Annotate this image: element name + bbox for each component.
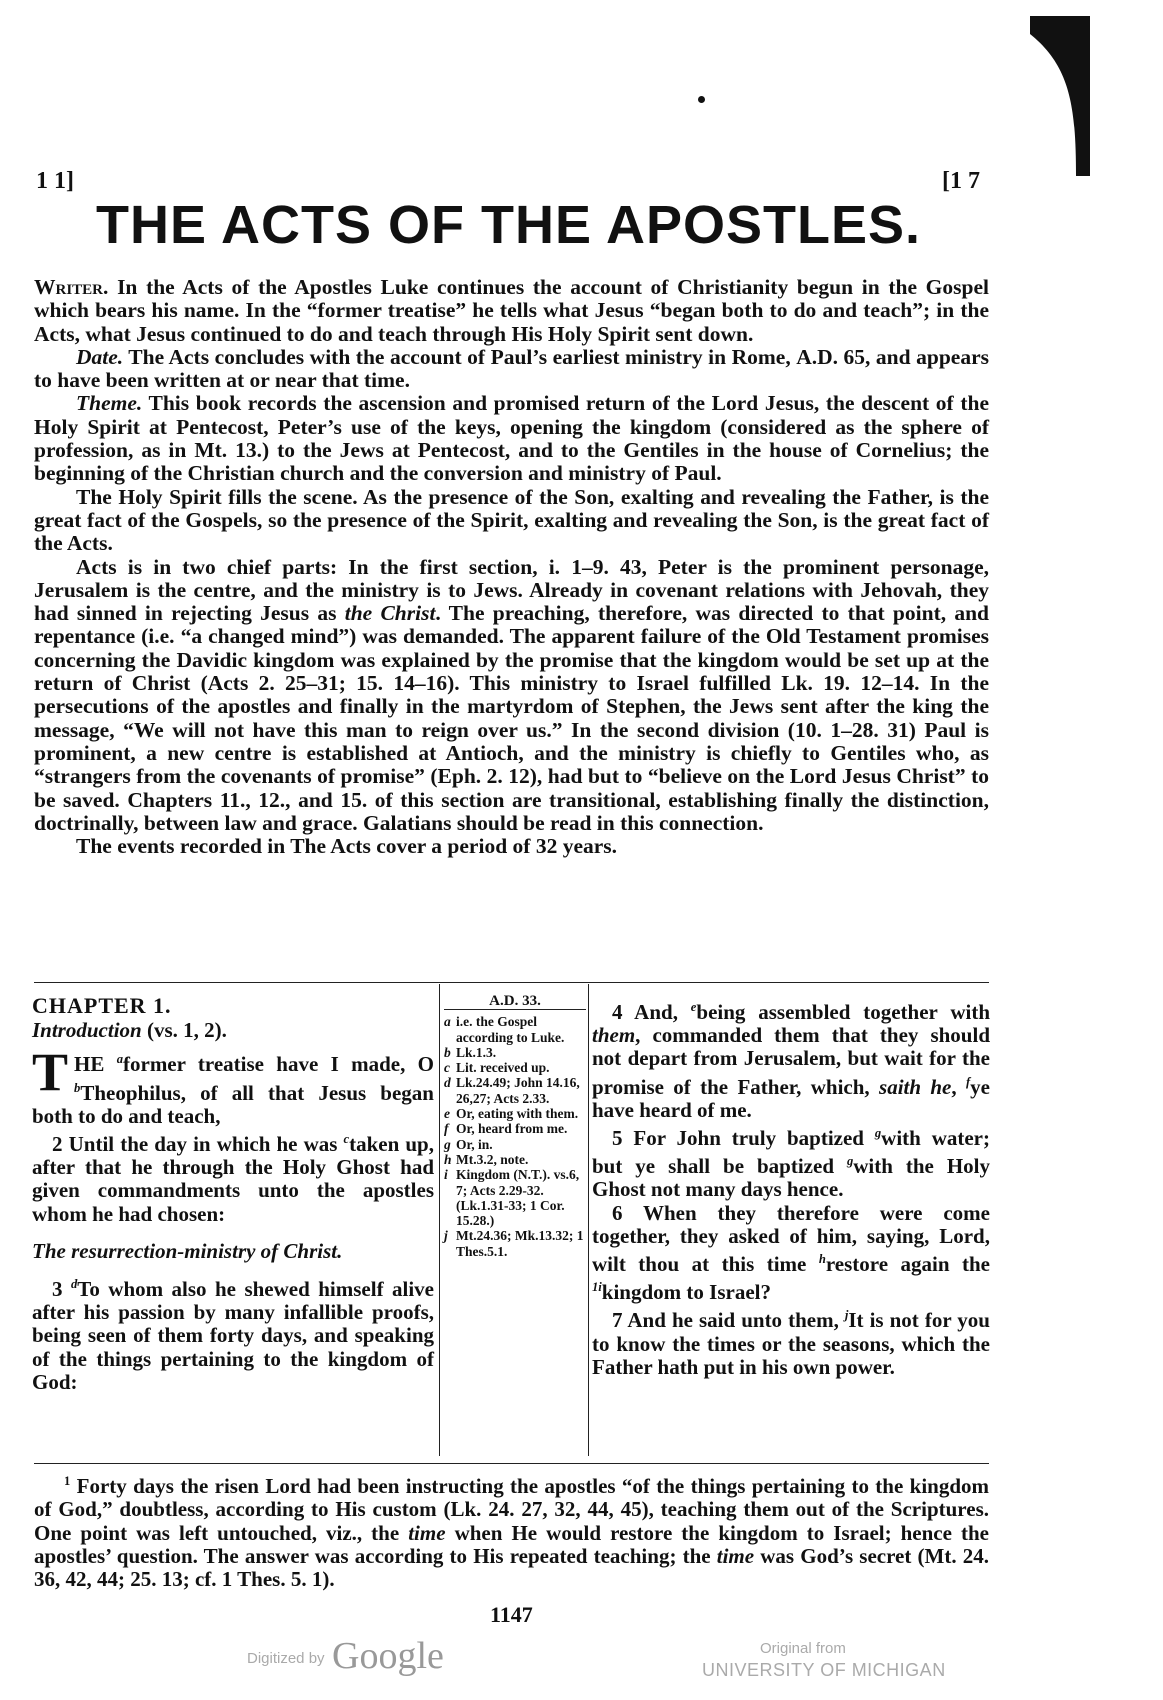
ref-marker-g: g bbox=[874, 1126, 882, 1141]
reference-note bbox=[444, 1014, 586, 1045]
ref-marker-c: c bbox=[343, 1132, 350, 1147]
footnote-paragraph bbox=[34, 1470, 989, 1591]
verse-6-text-c: kingdom to Israel? bbox=[601, 1280, 771, 1305]
note-text: Or, eating with them. bbox=[456, 1106, 579, 1122]
reference-note bbox=[444, 1152, 586, 1167]
drop-cap: T bbox=[32, 1042, 69, 1103]
section-rule bbox=[34, 982, 989, 983]
university-label: UNIVERSITY OF MICHIGAN bbox=[702, 1660, 946, 1680]
ref-marker-g: g bbox=[846, 1154, 854, 1169]
page-number: 1147 bbox=[490, 1602, 533, 1627]
date-text-2: 65, and appears to have been written at or near that time. bbox=[34, 344, 989, 393]
verse-4-saith: saith he bbox=[879, 1074, 952, 1099]
verse-3-text-b: To whom also he shewed himself alive after his passion by many infallible proofs, being seen of them forty days, and speaking of the things pertaining to the kingdom of God: bbox=[32, 1277, 434, 1394]
parts-christ: the Christ bbox=[344, 601, 436, 626]
reference-note bbox=[444, 1228, 586, 1259]
parts-text-2: . The preaching, therefore, was directed to that point, and repentance (i.e. “a changed mind”) was demanded. The apparent failure of the Old Testament promises concerning the Davidic kingdom was explained by the promise that the kingdom would be set up at the return of Christ (Acts 2. 25–31; 15. 14–16). This ministry to Israel fulfilled Lk. 19. 12–14. In the persecutions of the apostles and finally in the martyrdom of Stephen, the Jews sent after the king the message, “We will not have this man to reign over us.” In the second division (10. 1–28. 31) Paul is prominent, a new centre is established at Antioch, and the ministry is chiefly to Gentiles who, as “strangers from the covenants of promise” (Eph. 2. 12), had but to “believe on the Lord Jesus Christ” to be saved. Chapters 11., 12., and 15. of this section are transitional, establishing finally the distinction, doctrinally, between law and grace. Galatians should be read in this connection. bbox=[34, 601, 990, 835]
digitized-by-label: Digitized by bbox=[247, 1650, 325, 1667]
verse-4-text-a: 4 And, bbox=[612, 1000, 691, 1024]
verse-6-text-a: 6 When they therefore were come together, they asked of him, saying, Lord, wilt thou at this time bbox=[592, 1200, 990, 1277]
footnote bbox=[34, 1470, 989, 1591]
text-column-right bbox=[592, 996, 990, 1379]
running-head-left: 1 1] bbox=[36, 168, 74, 194]
reference-note bbox=[444, 1167, 586, 1228]
spirit-paragraph: The Holy Spirit fills the scene. As the presence of the Son, exalting and revealing the Father, is the great fact of the Gospels, so the presence of the Spirit, exalting and revealing the Son, is the great fact of the Acts. bbox=[34, 484, 989, 556]
book-introduction bbox=[34, 276, 989, 858]
note-text: Lk.24.49; John 14.16, 26,27; Acts 2.33. bbox=[456, 1075, 580, 1106]
verse-4 bbox=[592, 996, 990, 1122]
ref-marker-b: b bbox=[74, 1080, 81, 1095]
note-key: j bbox=[444, 1228, 448, 1244]
reference-column bbox=[444, 994, 586, 1259]
reference-note bbox=[444, 1137, 586, 1152]
footnote-text-1: Forty days the risen Lord had been instructing the apostles “of the things pertaining to the kingdom of God,” doubtless, according to His custom (Lk. 24. 27, 32, 44, 45), teaching them out of the Scriptures. One point was left untouched, viz., the bbox=[34, 1474, 989, 1545]
footnote-time-2: time bbox=[716, 1543, 755, 1568]
verse-5 bbox=[592, 1122, 990, 1202]
ref-marker-f: f bbox=[965, 1074, 971, 1089]
introduction-heading-rest: (vs. 1, 2). bbox=[141, 1018, 227, 1043]
theme-text: This book records the ascension and promised return of the Lord Jesus, the descent of the Holy Spirit at Pentecost, Peter’s use of the keys, opening the kingdom (considered as the sphere of profession, as in Mt. 13.) to the Jews at Pentecost, and to the Gentiles in the house of Cornelius; the beginning of the Christian church and the conversion and ministry of Paul. bbox=[34, 391, 989, 486]
introduction-heading bbox=[32, 1019, 434, 1042]
theme-label: Theme. bbox=[76, 391, 143, 416]
date-ad: A.D. bbox=[796, 344, 839, 369]
verse-4-them: them bbox=[592, 1023, 636, 1048]
ad-label: A.D. 33. bbox=[444, 994, 586, 1010]
ref-marker-d: d bbox=[70, 1277, 78, 1292]
note-text: Kingdom (N.T.). vs.6, 7; Acts 2.29-32. (Lk.1.31-33; 1 Cor. 15.28.) bbox=[456, 1167, 580, 1229]
verse-1-text-b: former treatise have I made, O bbox=[123, 1052, 434, 1077]
ref-marker-a: a bbox=[116, 1052, 123, 1067]
writer-text: In the Acts of the Apostles Luke continues the account of Christianity begun in the Gospel which bears his name. In the “former treatise” he tells what Jesus “began both to do and teach”; in the Acts, what Jesus continued to do and teach through His Holy Spirit sent down. bbox=[34, 275, 989, 346]
note-key: g bbox=[444, 1136, 451, 1152]
reference-note bbox=[444, 1060, 586, 1075]
verse-2-text-a: 2 Until the day in which he was bbox=[52, 1132, 344, 1157]
ink-dot bbox=[698, 96, 705, 103]
footnote-text-3: was God’s secret (Mt. 24. 36, 42, 44; 25. 13; cf. 1 Thes. 5. 1). bbox=[34, 1543, 989, 1592]
original-from-label: Original from bbox=[760, 1640, 846, 1657]
verse-2 bbox=[32, 1128, 434, 1226]
google-logo: Google bbox=[332, 1635, 444, 1677]
note-key: i bbox=[444, 1167, 448, 1183]
verse-4-text-d: , bbox=[951, 1074, 966, 1099]
reference-note bbox=[444, 1045, 586, 1060]
verse-4-text-c: , commanded them that they should not depart from Jerusalem, but wait for the promise of the Father, which, bbox=[592, 1023, 990, 1099]
verse-4-text-e: ye have heard of me. bbox=[592, 1074, 990, 1122]
running-head-right: [1 7 bbox=[942, 168, 980, 194]
verse-1-text-c: Theophilus, of all that Jesus began both to do and teach, bbox=[32, 1080, 434, 1128]
verse-7-text-a: 7 And he said unto them, bbox=[612, 1308, 845, 1333]
footnote-time-1: time bbox=[408, 1520, 446, 1545]
verse-5-text-c: with the Holy Ghost not many days hence. bbox=[592, 1154, 991, 1202]
column-rule-left bbox=[439, 984, 440, 1456]
note-text: Lk.1.3. bbox=[456, 1044, 497, 1060]
verse-1-text-a: HE bbox=[74, 1052, 117, 1077]
events-paragraph: The events recorded in The Acts cover a period of 32 years. bbox=[76, 834, 618, 859]
verse-1 bbox=[32, 1042, 434, 1128]
theme-paragraph bbox=[34, 392, 989, 485]
note-key: d bbox=[444, 1075, 451, 1091]
note-key: b bbox=[444, 1044, 451, 1060]
verse-7-text-b: It is not for you to know the times or the seasons, which the Father hath put in his own power. bbox=[592, 1308, 990, 1379]
text-column-left bbox=[32, 994, 434, 1394]
date-label: Date. bbox=[76, 344, 124, 369]
verse-3-text-a: 3 bbox=[52, 1277, 71, 1302]
note-key: h bbox=[444, 1151, 452, 1167]
reference-note bbox=[444, 1121, 586, 1136]
column-rule-right bbox=[588, 984, 589, 1456]
footnote-rule bbox=[34, 1463, 989, 1464]
verse-6 bbox=[592, 1202, 990, 1305]
ref-marker-h: h bbox=[818, 1252, 826, 1267]
ref-marker-j: j bbox=[844, 1308, 849, 1323]
reference-note bbox=[444, 1075, 586, 1106]
note-text: Mt.3.2, note. bbox=[456, 1151, 529, 1167]
verse-5-text-a: 5 For John truly baptized bbox=[612, 1126, 875, 1151]
chapter-heading: CHAPTER 1. bbox=[32, 993, 172, 1018]
introduction-heading-italic: Introduction bbox=[32, 1018, 142, 1043]
note-key: a bbox=[444, 1014, 451, 1030]
note-text: Or, heard from me. bbox=[456, 1121, 568, 1137]
book-title: THE ACTS OF THE APOSTLES. bbox=[96, 195, 922, 255]
note-text: Mt.24.36; Mk.13.32; 1 Thes.5.1. bbox=[456, 1228, 584, 1259]
writer-label: Writer. bbox=[34, 275, 109, 299]
note-text: Or, in. bbox=[456, 1136, 493, 1152]
note-key: e bbox=[444, 1106, 450, 1122]
verse-6-text-b: restore again the bbox=[825, 1252, 990, 1277]
verse-2-text-b: taken up, after that he through the Holy Ghost had given commandments unto the apostles whom he had chosen: bbox=[32, 1132, 434, 1226]
note-key: f bbox=[444, 1121, 449, 1137]
verse-7 bbox=[592, 1304, 990, 1379]
ref-marker-e: e bbox=[690, 1000, 697, 1014]
note-key: c bbox=[444, 1060, 450, 1076]
footnote-marker: 1 bbox=[64, 1474, 71, 1488]
date-text-1: The Acts concludes with the account of Paul’s earliest ministry in Rome, bbox=[123, 344, 797, 369]
verse-5-text-b: with water; but ye shall be baptized bbox=[592, 1126, 990, 1179]
note-text: Lit. received up. bbox=[456, 1060, 550, 1076]
note-text: i.e. the Gospel according to Luke. bbox=[456, 1014, 565, 1045]
parts-paragraph bbox=[34, 556, 989, 836]
verse-3 bbox=[32, 1273, 434, 1394]
parts-text-1: Acts is in two chief parts: In the first section, i. 1–9. 43, Peter is the prominent personage, Jerusalem is the centre, and the ministry is to Jews. Already in covenant relations with Jehovah, they had sinned in rejecting Jesus as bbox=[34, 554, 989, 626]
date-paragraph bbox=[34, 346, 989, 393]
reference-note bbox=[444, 1106, 586, 1121]
resurrection-heading: The resurrection-ministry of Christ. bbox=[32, 1238, 343, 1263]
verse-4-text-b: being assembled together with bbox=[696, 1000, 991, 1024]
page-corner-shadow bbox=[1030, 16, 1090, 176]
ref-marker-1i: 1i bbox=[592, 1280, 602, 1295]
writer-paragraph bbox=[34, 276, 989, 346]
footnote-text-2: when He would restore the kingdom to Israel; hence the apostles’ question. The answer was according to His repeated teaching; the bbox=[34, 1520, 989, 1568]
